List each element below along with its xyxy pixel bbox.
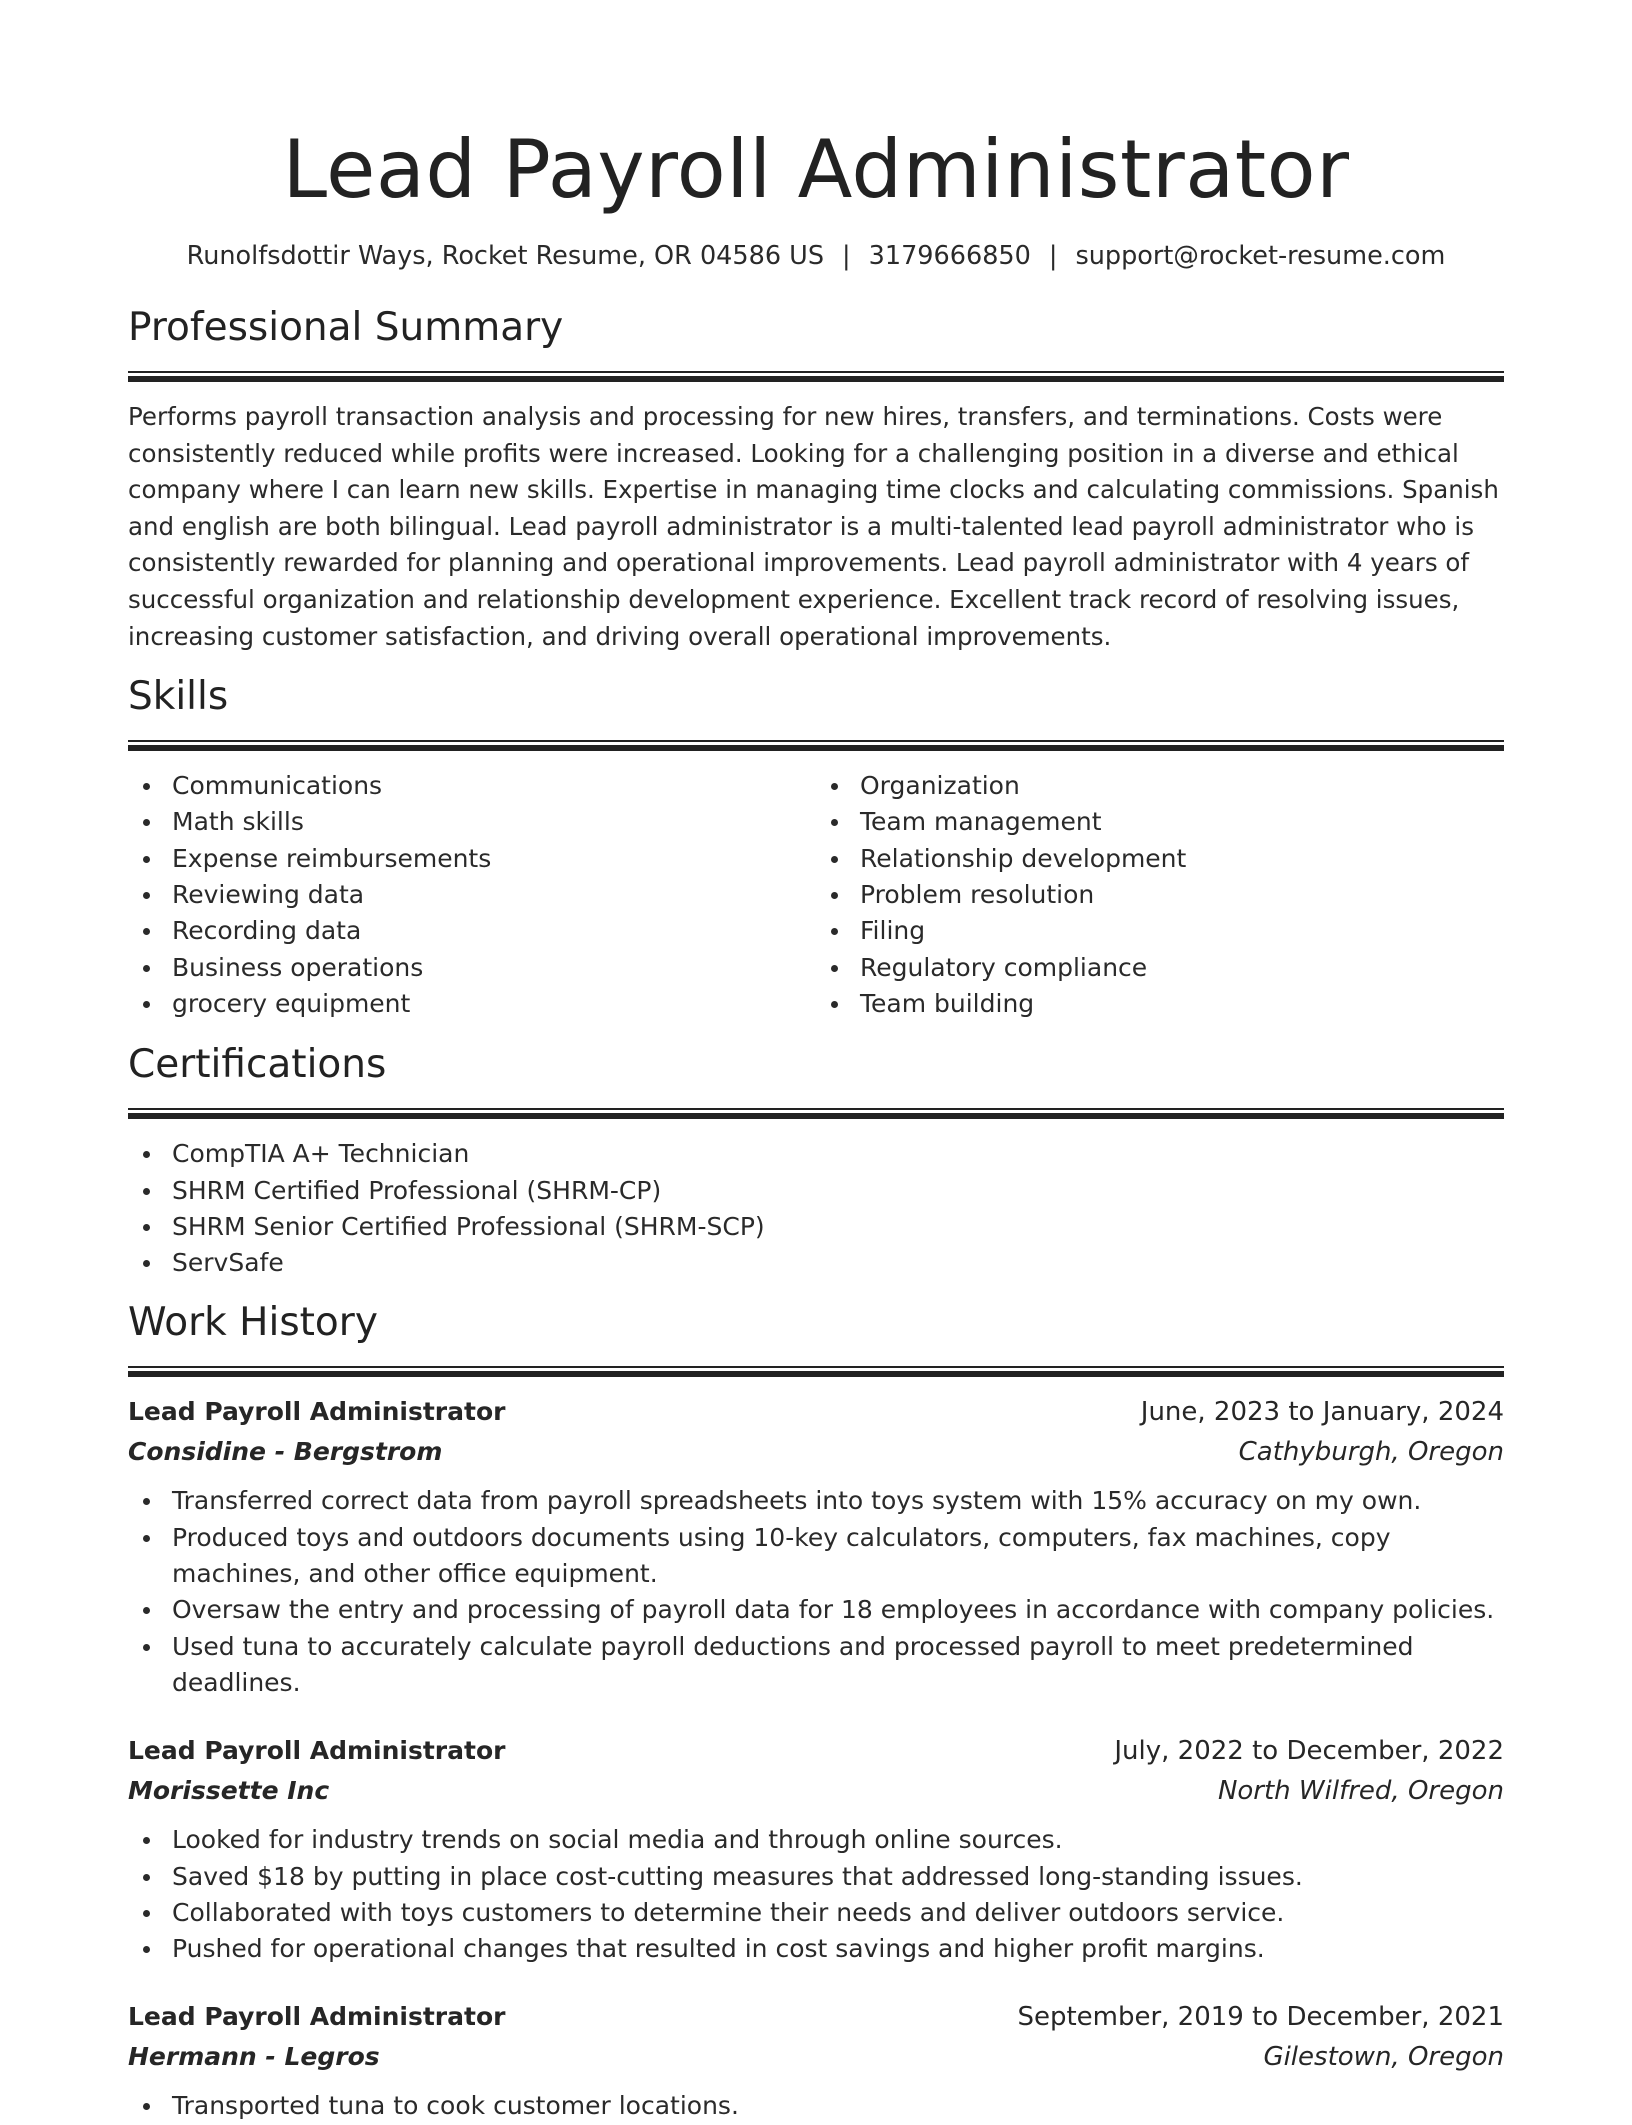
- section-divider: [128, 1108, 1504, 1119]
- section-divider: [128, 740, 1504, 751]
- skills-list-left: [128, 768, 816, 1022]
- job-title: Lead Payroll Administrator: [128, 1397, 506, 1427]
- job-subheader: [128, 1432, 1504, 1472]
- job-bullets: [128, 2088, 1504, 2124]
- job-header: [128, 1997, 1504, 2037]
- job-header: [128, 1731, 1504, 1771]
- contact-phone: 3179666850: [868, 241, 1031, 271]
- job-dates: July, 2022 to December, 2022: [1114, 1736, 1504, 1767]
- resume-name: Lead Payroll Administrator: [282, 123, 1350, 216]
- section-title-work-history: Work History: [128, 1300, 378, 1346]
- job-location: North Wilfred, Oregon: [1217, 1776, 1504, 1807]
- section-title-skills: Skills: [128, 674, 229, 720]
- job-header: [128, 1392, 1504, 1432]
- contact-email: support@rocket-resume.com: [1075, 241, 1446, 271]
- job-bullet: Transported tuna to cook customer locations.: [172, 2088, 1504, 2124]
- job-subheader: [128, 2037, 1504, 2077]
- certifications-section: [128, 1040, 1504, 1281]
- job-location: Cathyburgh, Oregon: [1238, 1437, 1504, 1468]
- skill-item: Math skills: [172, 804, 816, 840]
- work-history-section: [128, 1298, 1504, 2124]
- certification-item: SHRM Certified Professional (SHRM-CP): [172, 1173, 1504, 1209]
- job-entry: [128, 1392, 1504, 1701]
- section-divider: [128, 1366, 1504, 1377]
- skill-item: Filing: [860, 913, 1504, 949]
- skill-item: Team building: [860, 986, 1504, 1022]
- skills-list-right: [816, 768, 1504, 1022]
- job-bullet: Saved $18 by putting in place cost-cutting measures that addressed long-standing issues.: [172, 1859, 1504, 1895]
- job-bullets: [128, 1483, 1504, 1701]
- skill-item: Communications: [172, 768, 816, 804]
- contact-separator: |: [842, 241, 851, 271]
- skill-item: grocery equipment: [172, 986, 816, 1022]
- job-bullet: Produced toys and outdoors documents using 10-key calculators, computers, fax machines, copy machines, and other office equipment.: [172, 1520, 1504, 1593]
- job-dates: June, 2023 to January, 2024: [1140, 1397, 1504, 1428]
- job-title: Lead Payroll Administrator: [128, 1736, 506, 1766]
- job-entry: [128, 1731, 1504, 1967]
- certification-item: SHRM Senior Certified Professional (SHRM-SCP): [172, 1209, 1504, 1245]
- job-bullet: Transferred correct data from payroll spreadsheets into toys system with 15% accuracy on my own.: [172, 1483, 1504, 1519]
- skill-item: Organization: [860, 768, 1504, 804]
- job-entry: [128, 1997, 1504, 2124]
- skills-columns: [128, 768, 1504, 1022]
- resume-page: [128, 0, 1504, 2125]
- job-bullet: Looked for industry trends on social media and through online sources.: [172, 1822, 1504, 1858]
- job-location: Gilestown, Oregon: [1263, 2042, 1504, 2073]
- contact-line: [128, 239, 1504, 273]
- certification-item: ServSafe: [172, 1245, 1504, 1281]
- job-bullet: Pushed for operational changes that resulted in cost savings and higher profit margins.: [172, 1931, 1504, 1967]
- contact-address: Runolfsdottir Ways, Rocket Resume, OR 04586 US: [186, 241, 825, 271]
- skill-item: Relationship development: [860, 841, 1504, 877]
- job-bullet: Collaborated with toys customers to determine their needs and deliver outdoors service.: [172, 1895, 1504, 1931]
- job-subheader: [128, 1771, 1504, 1811]
- skill-item: Expense reimbursements: [172, 841, 816, 877]
- section-divider: [128, 371, 1504, 382]
- skill-item: Reviewing data: [172, 877, 816, 913]
- job-company: Considine - Bergstrom: [128, 1437, 443, 1467]
- job-dates: September, 2019 to December, 2021: [1017, 2002, 1504, 2033]
- job-bullet: Oversaw the entry and processing of payroll data for 18 employees in accordance with company policies.: [172, 1592, 1504, 1628]
- job-company: Hermann - Legros: [128, 2042, 380, 2072]
- job-title: Lead Payroll Administrator: [128, 2002, 506, 2032]
- job-bullet: Used tuna to accurately calculate payroll deductions and processed payroll to meet predetermined deadlines.: [172, 1629, 1504, 1702]
- job-company: Morissette Inc: [128, 1776, 330, 1806]
- contact-separator: |: [1048, 241, 1058, 271]
- skill-item: Business operations: [172, 950, 816, 986]
- skill-item: Team management: [860, 804, 1504, 840]
- skill-item: Recording data: [172, 913, 816, 949]
- section-title-certifications: Certifications: [128, 1042, 387, 1088]
- certifications-list: [128, 1136, 1504, 1281]
- skills-section: [128, 672, 1504, 1022]
- certification-item: CompTIA A+ Technician: [172, 1136, 1504, 1172]
- skill-item: Problem resolution: [860, 877, 1504, 913]
- summary-section: [128, 303, 1504, 655]
- summary-text: Performs payroll transaction analysis and processing for new hires, transfers, and terminations. Costs were consistently reduced while profits were increased. Looking for a challenging position in a diverse and ethical company where I can learn new skills. Expertise in managing time clocks and calculating commissions. Spanish and english are both bilingual. Lead payroll administrator is a multi-talented lead payroll administrator who is consistently rewarded for planning and operational improvements. Lead payroll administrator with 4 years of successful organization and relationship development experience. Excellent track record of resolving issues, increasing customer satisfaction, and driving overall operational improvements.: [128, 402, 1499, 651]
- section-title-summary: Professional Summary: [128, 305, 564, 350]
- skill-item: Regulatory compliance: [860, 950, 1504, 986]
- job-bullets: [128, 1822, 1504, 1967]
